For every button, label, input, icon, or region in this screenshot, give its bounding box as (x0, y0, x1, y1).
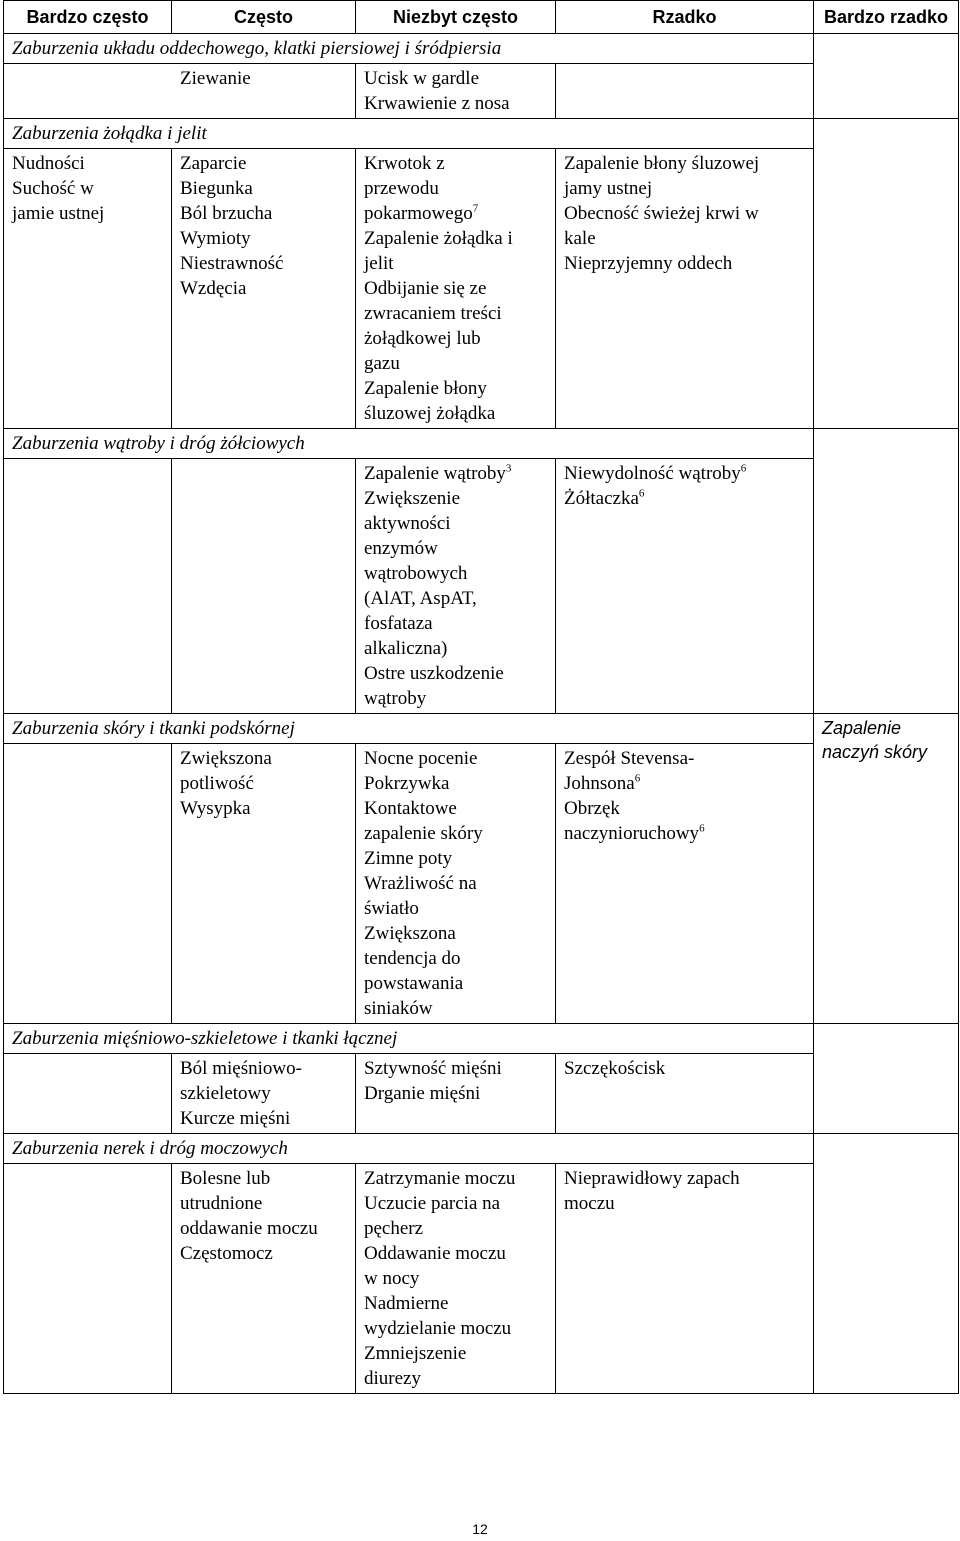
reaction-item: naczyń skóry (822, 742, 928, 762)
reaction-item: jamie ustnej (12, 203, 105, 224)
reaction-item: Pokrzywka (364, 773, 450, 794)
reaction-item: Odbijanie się ze (364, 278, 487, 299)
reaction-item: Bolesne lub (180, 1168, 271, 1189)
section-row (4, 119, 959, 149)
reaction-item: Zatrzymanie moczu (364, 1168, 516, 1189)
reaction-item: jelit (364, 253, 394, 274)
reaction-item: Zapalenie błony śluzowej (564, 153, 760, 174)
cell-rare (556, 149, 814, 429)
adverse-reactions-table (3, 0, 959, 1394)
cell-common (172, 744, 356, 1024)
reaction-item: Nocne pocenie (364, 748, 478, 769)
reaction-item: diurezy (364, 1368, 421, 1389)
cell-uncommon (356, 64, 556, 119)
cell-uncommon (356, 459, 556, 714)
reaction-item: utrudnione (180, 1193, 263, 1214)
reaction-item: Ból mięśniowo- (180, 1058, 302, 1079)
reaction-item: Uczucie parcia na (364, 1193, 501, 1214)
reaction-item: Wymioty (180, 228, 251, 249)
reaction-item: Sztywność mięśni (364, 1058, 502, 1079)
cell-uncommon (356, 744, 556, 1024)
cell-uncommon (356, 149, 556, 429)
reaction-item: Nadmierne (364, 1293, 449, 1314)
reaction-item: moczu (564, 1193, 615, 1214)
reaction-item: enzymów (364, 538, 438, 559)
reaction-item: Oddawanie moczu (364, 1243, 506, 1264)
section-row (4, 714, 959, 744)
reaction-item: Niewydolność wątroby$^6$ (564, 462, 747, 484)
reaction-item: Wrażliwość na (364, 873, 477, 894)
header-very-common: Bardzo często (4, 1, 172, 34)
cell-very-rare (814, 429, 959, 714)
reaction-item: śluzowej żołądka (364, 403, 496, 424)
cell-very-common (4, 459, 172, 714)
cell-very-rare (814, 1134, 959, 1394)
cell-rare (556, 744, 814, 1024)
cell-very-rare (814, 714, 959, 1024)
reaction-item: światło (364, 898, 419, 919)
reaction-item: wątrobowych (364, 563, 468, 584)
cell-rare (556, 1164, 814, 1394)
cell-very-rare (814, 1024, 959, 1134)
section-title: Zaburzenia mięśniowo-szkieletowe i tkanki łącznej (4, 1024, 814, 1054)
reaction-item: aktywności (364, 513, 451, 534)
reaction-item: (AlAT, AspAT, (364, 588, 477, 609)
section-row (4, 34, 959, 64)
reaction-item: Nudności (12, 153, 85, 174)
reaction-item: jamy ustnej (564, 178, 653, 199)
reaction-item: Drganie mięśni (364, 1083, 481, 1104)
header-row (4, 1, 959, 34)
section-title: Zaburzenia żołądka i jelit (4, 119, 814, 149)
cell-very-common (4, 744, 172, 1024)
page-number: 12 (472, 1521, 488, 1537)
cell-common (172, 459, 356, 714)
reaction-item: potliwość (180, 773, 254, 794)
reaction-item: wydzielanie moczu (364, 1318, 512, 1339)
cell-common (172, 1164, 356, 1394)
cell-very-common (4, 1164, 172, 1394)
reaction-item: siniaków (364, 998, 433, 1019)
reaction-item: Suchość w (12, 178, 94, 199)
reaction-item: Zapalenie błony (364, 378, 487, 399)
reaction-item: Kontaktowe (364, 798, 457, 819)
section-row (4, 429, 959, 459)
reaction-item: Krwotok z (364, 153, 445, 174)
header-uncommon: Niezbyt często (356, 1, 556, 34)
cell-rare (556, 1054, 814, 1134)
reaction-item: Niestrawność (180, 253, 284, 274)
reaction-item: powstawania (364, 973, 464, 994)
reaction-item: wątroby (364, 688, 427, 709)
reaction-item: Zimne poty (364, 848, 453, 869)
header-very-rare: Bardzo rzadko (814, 1, 959, 34)
reaction-item: fosfataza (364, 613, 433, 634)
reaction-item: pokarmowego$^7$ (364, 202, 479, 224)
reaction-item: Kurcze mięśni (180, 1108, 291, 1129)
cell-very-rare (814, 34, 959, 119)
reaction-item: zwracaniem treści (364, 303, 502, 324)
reaction-item: Obrzęk (564, 798, 620, 819)
reaction-item: Zapalenie żołądka i (364, 228, 513, 249)
cell-uncommon (356, 1054, 556, 1134)
reaction-item: gazu (364, 353, 400, 374)
reaction-item: Wysypka (180, 798, 251, 819)
reaction-item: Zaparcie (180, 153, 247, 174)
reaction-item: Krwawienie z nosa (364, 93, 510, 114)
reaction-item: przewodu (364, 178, 439, 199)
reaction-item: Biegunka (180, 178, 253, 199)
reaction-item: tendencja do (364, 948, 461, 969)
reaction-item: kale (564, 228, 596, 249)
section-row (4, 1134, 959, 1164)
reaction-item: Zespół Stevensa- (564, 748, 695, 769)
section-title: Zaburzenia skóry i tkanki podskórnej (4, 714, 814, 744)
cell-very-common (4, 1054, 172, 1134)
reaction-item: w nocy (364, 1268, 420, 1289)
cell-common (172, 1054, 356, 1134)
reaction-item: Ból brzucha (180, 203, 273, 224)
cell-common (172, 149, 356, 429)
section-row (4, 1024, 959, 1054)
reaction-item: Nieprzyjemny oddech (564, 253, 733, 274)
reaction-item: Ziewanie (180, 68, 251, 89)
header-rare: Rzadko (556, 1, 814, 34)
section-title: Zaburzenia nerek i dróg moczowych (4, 1134, 814, 1164)
reaction-item: Zmniejszenie (364, 1343, 467, 1364)
reaction-item: Częstomocz (180, 1243, 273, 1264)
reaction-item: Zwiększona (180, 748, 272, 769)
cell-rare (556, 64, 814, 119)
reaction-item: alkaliczna) (364, 638, 448, 659)
reaction-item: Zapalenie (822, 718, 902, 738)
cell-very-rare (814, 119, 959, 429)
header-common: Często (172, 1, 356, 34)
reaction-item: Wzdęcia (180, 278, 247, 299)
reaction-item: Zwiększenie (364, 488, 461, 509)
reaction-item: oddawanie moczu (180, 1218, 318, 1239)
cell-uncommon (356, 1164, 556, 1394)
reaction-item: Zwiększona (364, 923, 456, 944)
reaction-item: Szczękościsk (564, 1058, 666, 1079)
reaction-item: zapalenie skóry (364, 823, 483, 844)
reaction-item: Zapalenie wątroby$^3$ (364, 462, 512, 484)
cell-very-common (4, 149, 172, 429)
cell-rare (556, 459, 814, 714)
reaction-item: szkieletowy (180, 1083, 271, 1104)
cell-common (4, 64, 356, 119)
reaction-item: żołądkowej lub (364, 328, 481, 349)
reaction-item: pęcherz (364, 1218, 424, 1239)
reaction-item: Żółtaczka$^6$ (564, 487, 645, 509)
reaction-item: naczynioruchowy$^6$ (564, 822, 705, 844)
reaction-item: Ostre uszkodzenie (364, 663, 504, 684)
reaction-item: Ucisk w gardle (364, 68, 480, 89)
reaction-item: Johnsona$^6$ (564, 772, 641, 794)
section-title: Zaburzenia układu oddechowego, klatki piersiowej i śródpiersia (4, 34, 814, 64)
section-title: Zaburzenia wątroby i dróg żółciowych (4, 429, 814, 459)
reaction-item: Obecność świeżej krwi w (564, 203, 759, 224)
reaction-item: Nieprawidłowy zapach (564, 1168, 740, 1189)
